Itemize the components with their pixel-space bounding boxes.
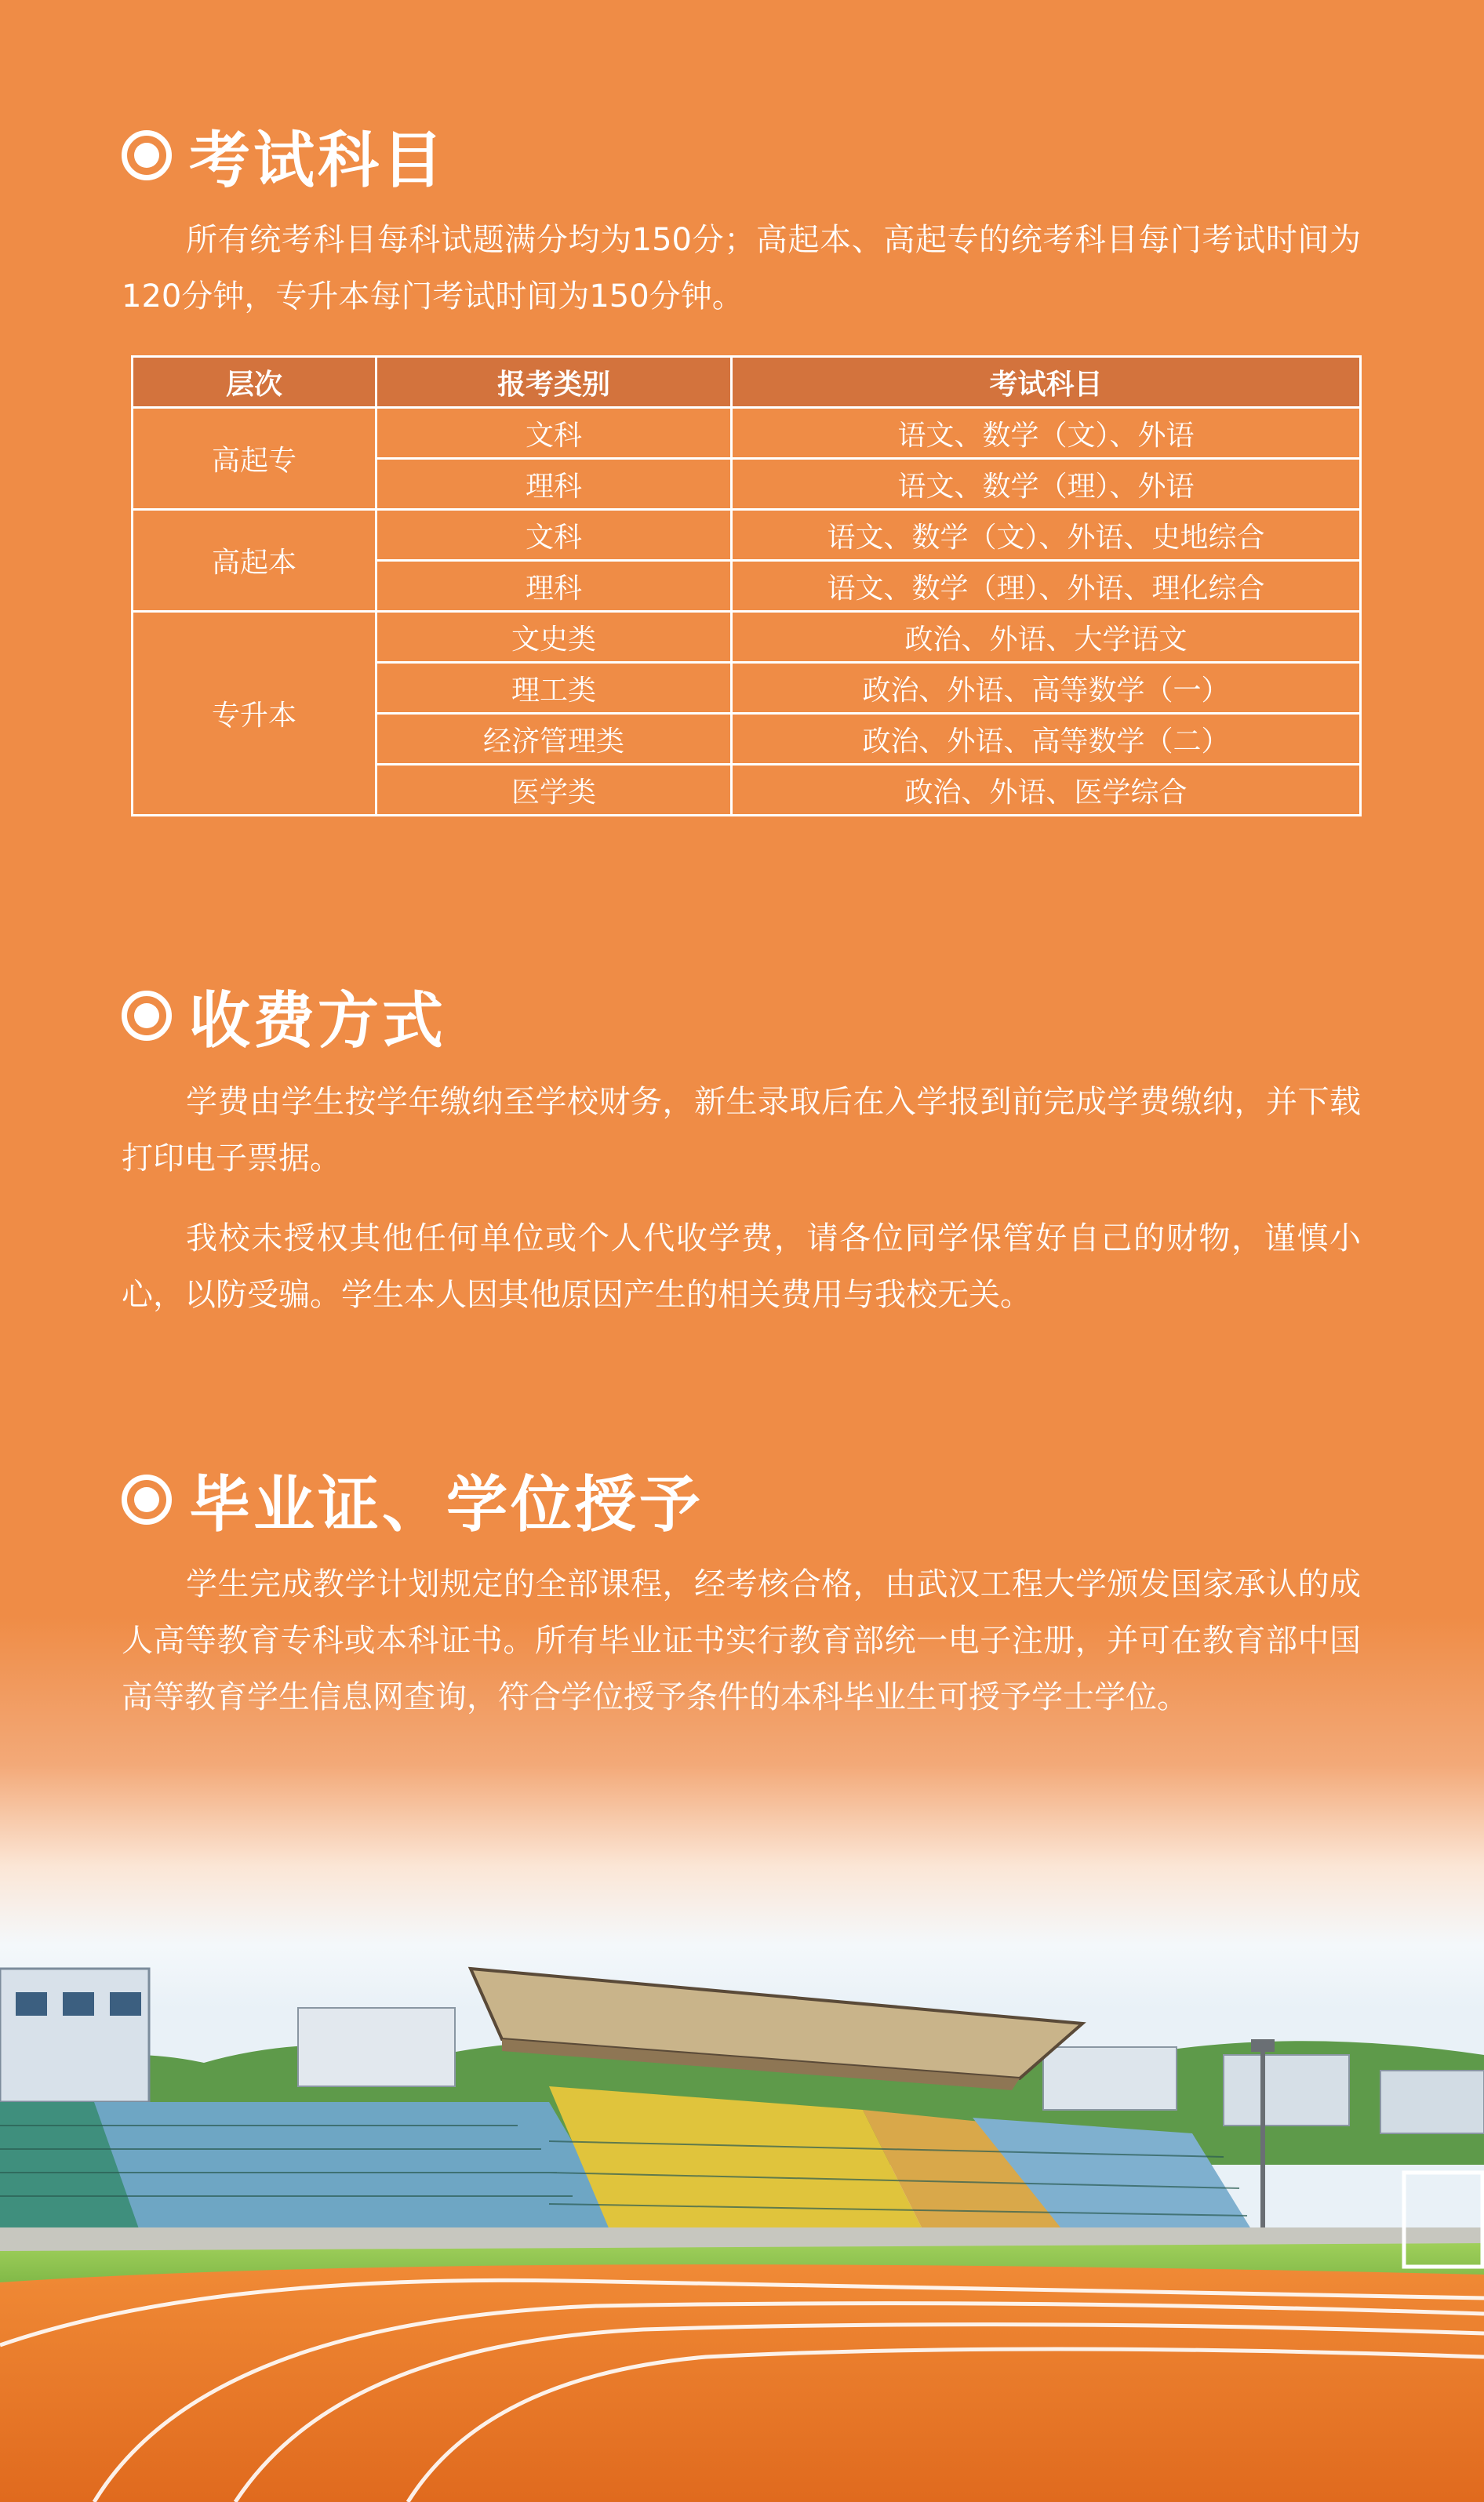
category-cell: 理科 [376,561,732,612]
category-cell: 经济管理类 [376,714,732,765]
subjects-cell: 政治、外语、大学语文 [732,612,1361,663]
fees-title: 收费方式 [189,986,447,1056]
subjects-cell: 语文、数学（文）、外语、史地综合 [732,510,1361,561]
category-cell: 文史类 [376,612,732,663]
exam-paragraph: 所有统考科目每科试题满分均为150分；高起本、高起专的统考科目每门考试时间为120分钟，专升本每门考试时间为150分钟。 [122,222,1361,315]
fees-paragraph-1: 学费由学生按学年缴纳至学校财务，新生录取后在入学报到前完成学费缴纳，并下载打印电子票据。 [122,1084,1361,1176]
category-cell: 理工类 [376,663,732,714]
category-cell: 文科 [376,408,732,459]
level-cell: 高起专 [133,408,376,510]
category-cell: 理科 [376,459,732,510]
stadium-illustration [0,1906,1484,2502]
radio-circle-icon [122,1475,172,1525]
graduation-paragraph: 学生完成教学计划规定的全部课程，经考核合格，由武汉工程大学颁发国家承认的成人高等教育专科或本科证书。所有毕业证书实行教育部统一电子注册，并可在教育部中国高等教育学生信息网查询，符合学位授予条件的本科毕业生可授予学士学位。 [122,1566,1361,1715]
graduation-title: 毕业证、学位授予 [189,1470,704,1540]
graduation-heading [122,1460,1361,1539]
category-cell: 文科 [376,510,732,561]
exam-section [122,116,1361,325]
subjects-cell: 政治、外语、高等数学（一） [732,663,1361,714]
table-row [133,510,1361,561]
table-row [133,612,1361,663]
subjects-cell: 政治、外语、高等数学（二） [732,714,1361,765]
subjects-cell: 政治、外语、医学综合 [732,765,1361,816]
header-level: 层次 [133,357,376,408]
header-category: 报考类别 [376,357,732,408]
subjects-cell: 语文、数学（理）、外语 [732,459,1361,510]
exam-title: 考试科目 [189,125,447,196]
table-header-row [133,357,1361,408]
fees-section [122,976,1361,1323]
exam-subjects-table [131,355,1362,816]
header-subjects: 考试科目 [732,357,1361,408]
table-row [133,408,1361,459]
level-cell: 专升本 [133,612,376,816]
radio-circle-icon [122,130,172,180]
radio-circle-icon [122,991,172,1041]
fees-heading [122,976,1361,1055]
level-cell: 高起本 [133,510,376,612]
fees-paragraph-2: 我校未授权其他任何单位或个人代收学费，请各位同学保管好自己的财物，谨慎小心，以防受骗。学生本人因其他原因产生的相关费用与我校无关。 [122,1220,1361,1313]
subjects-cell: 语文、数学（文）、外语 [732,408,1361,459]
exam-heading [122,116,1361,195]
subjects-cell: 语文、数学（理）、外语、理化综合 [732,561,1361,612]
category-cell: 医学类 [376,765,732,816]
graduation-section [122,1460,1361,1726]
